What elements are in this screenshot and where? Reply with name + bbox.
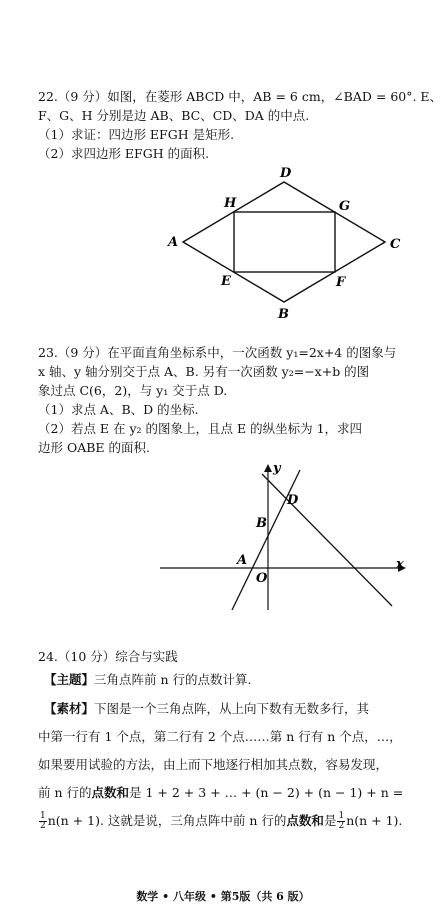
- label-F: F: [336, 275, 346, 290]
- q22-line1: 22.（9 分）如图，在菱形 ABCD 中，AB = 6 cm，∠BAD = 60°. E、: [38, 89, 443, 104]
- q23-sub2: （2）若点 E 在 y₂ 的图象上，且点 E 的纵坐标为 1，求四: [38, 421, 363, 436]
- label-A: A: [168, 235, 179, 250]
- q24-material: [44, 700, 369, 718]
- label-G: G: [339, 199, 351, 214]
- label-E: E: [221, 274, 231, 289]
- label-D: D: [280, 166, 292, 181]
- material-line2: 中第一行有 1 个点，第二行有 2 个点……第 n 行有 n 个点，…，: [38, 729, 402, 744]
- q23-line1: 23.（9 分）在平面直角坐标系中，一次函数 y₁=2x+4 的图象与: [38, 345, 397, 360]
- theme-tag: 【主题】: [44, 672, 95, 687]
- material-tag: 【素材】: [44, 701, 95, 716]
- fraction-half-1: $\frac{1}{2}$: [40, 811, 46, 831]
- m5-part-d: n(n + 1).: [346, 813, 403, 828]
- theme-text: 三角点阵前 n 行的点数计算.: [94, 672, 252, 687]
- material-line1: 下图是一个三角点阵，从上向下数有无数多行，其: [94, 701, 370, 716]
- label-O: O: [256, 571, 268, 586]
- label-B: B: [278, 307, 289, 322]
- m5-part-a: n(n + 1). 这就是说，三角点阵中前 n 行的: [47, 813, 287, 828]
- line-y1: [232, 470, 300, 610]
- material-line3: 如果要用试验的方法，由上而下地逐行相加其点数，容易发现，: [38, 757, 389, 772]
- label-B2: B: [256, 516, 267, 531]
- rhombus-abcd: [183, 182, 385, 302]
- line-y2: [262, 474, 392, 606]
- fraction-half-2: $\frac{1}{2}$: [338, 811, 345, 831]
- label-x: x: [396, 557, 404, 572]
- m4-part-c: 是 1 + 2 + 3 + … + (n − 2) + (n − 1) + n =: [129, 785, 404, 800]
- label-y: y: [273, 461, 281, 476]
- q23-line3: 象过点 C(6，2)，与 y₁ 交于点 D.: [38, 383, 228, 398]
- y-axis-arrow: [264, 464, 272, 472]
- label-H: H: [224, 196, 237, 211]
- m4-part-a: 前 n 行的: [38, 785, 92, 800]
- material-line5: [38, 812, 402, 831]
- rectangle-efgh: [234, 212, 335, 272]
- page-footer: 数学 • 八年级 • 第5版（共 6 版）: [136, 890, 310, 903]
- material-line4: [38, 784, 403, 802]
- q23-sub1: （1）求点 A、B、D 的坐标.: [38, 402, 199, 417]
- q23-line2: x 轴、y 轴分别交于点 A、B. 另有一次函数 y₂=−x+b 的图: [38, 364, 370, 379]
- m5-bold: 点数和: [286, 813, 324, 828]
- label-A2: A: [237, 553, 248, 568]
- q22-line2: F、G、H 分别是边 AB、BC、CD、DA 的中点.: [38, 108, 310, 123]
- m5-part-c: 是: [323, 813, 337, 828]
- label-C: C: [390, 237, 401, 252]
- q24-theme: [44, 671, 252, 689]
- q22-sub2: （2）求四边形 EFGH 的面积.: [38, 146, 210, 161]
- q22-sub1: （1）求证：四边形 EFGH 是矩形.: [38, 127, 235, 142]
- coordinate-figure: [0, 460, 446, 620]
- m4-bold: 点数和: [91, 785, 130, 800]
- q23-sub2b: 边形 OABE 的面积.: [38, 440, 151, 455]
- label-D2: D: [287, 493, 299, 508]
- q24-title: 24.（10 分）综合与实践: [38, 649, 178, 664]
- rhombus-figure: [0, 160, 446, 330]
